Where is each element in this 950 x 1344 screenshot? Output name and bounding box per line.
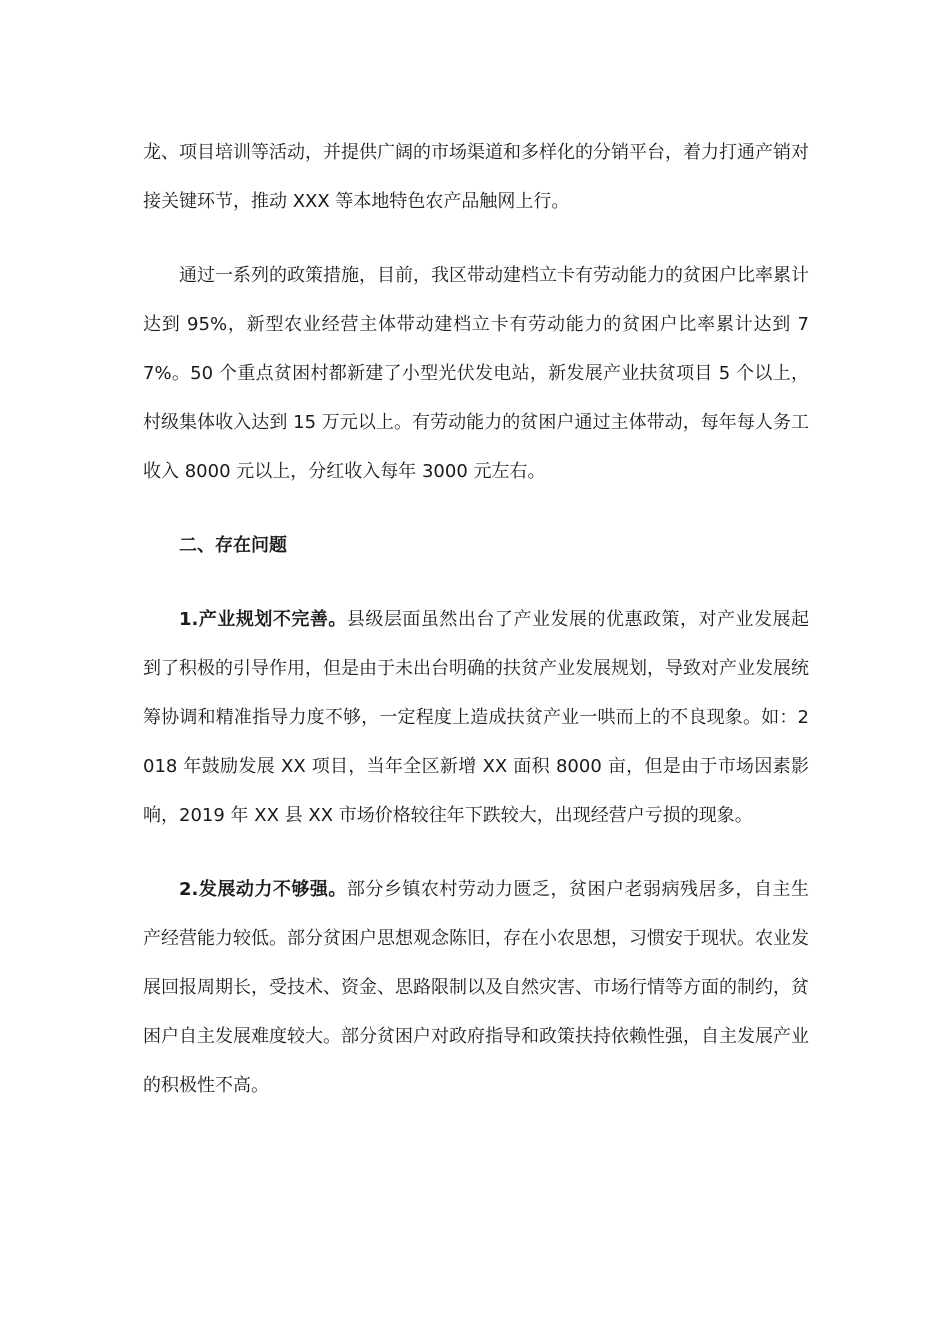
- paragraph-results: 通过一系列的政策措施，目前，我区带动建档立卡有劳动能力的贫困户比率累计达到 95%，新型农业经营主体带动建档立卡有劳动能力的贫困户比率累计达到 77%。50 个重点贫困村都新建了小型光伏发电站，新发展产业扶贫项目 5 个以上，村级集体收入达到 15 万元以上。有劳动能力的贫困户通过主体带动，每年每人务工收入 8000 元以上，分红收入每年 3000 元左右。: [143, 265, 809, 482]
- issue-paragraph-1: [143, 595, 809, 840]
- document-body: [143, 128, 809, 1110]
- issue-body-2: 部分乡镇农村劳动力匮乏，贫困户老弱病残居多，自主生产经营能力较低。部分贫困户思想观念陈旧，存在小农思想，习惯安于现状。农业发展回报周期长，受技术、资金、思路限制以及自然灾害、市场行情等方面的制约，贫困户自主发展难度较大。部分贫困户对政府指导和政策扶持依赖性强，自主发展产业的积极性不高。: [143, 879, 809, 1096]
- issue-lead-1: 1.产业规划不完善。: [179, 609, 347, 630]
- section-heading: 二、存在问题: [179, 535, 287, 556]
- issue-paragraph-2: [143, 865, 809, 1110]
- paragraph-continuation: 龙、项目培训等活动，并提供广阔的市场渠道和多样化的分销平台，着力打通产销对接关键环节，推动 XXX 等本地特色农产品触网上行。: [143, 142, 809, 212]
- issue-body-1: 县级层面虽然出台了产业发展的优惠政策，对产业发展起到了积极的引导作用，但是由于未出台明确的扶贫产业发展规划，导致对产业发展统筹协调和精准指导力度不够，一定程度上造成扶贫产业一哄而上的不良现象。如：2018 年鼓励发展 XX 项目，当年全区新增 XX 面积 8000 亩，但是由于市场因素影响，2019 年 XX 县 XX 市场价格较往年下跌较大，出现经营户亏损的现象。: [143, 609, 809, 826]
- issue-lead-2: 2.发展动力不够强。: [179, 879, 347, 900]
